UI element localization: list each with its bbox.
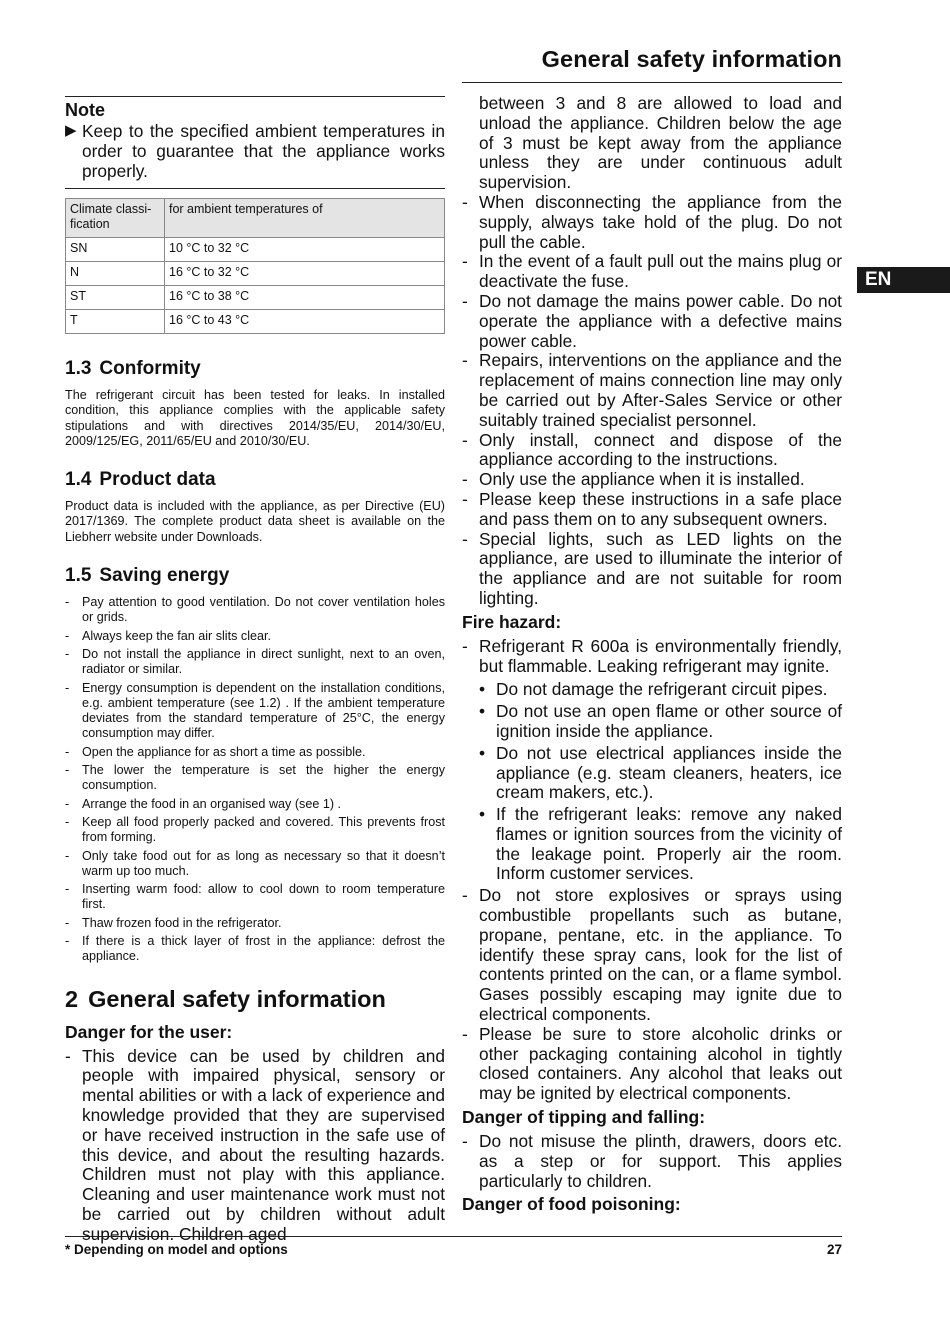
climate-table — [65, 198, 445, 334]
list-item: - Open the appliance for as short a time as possible. — [65, 744, 366, 759]
product-data-heading — [65, 469, 445, 491]
list-item: - Do not store explosives or sprays using combustible propellants such as butane, propane, pentane, etc. in the appliance. To identify these spray cans, look for the list of contents printed on the can, or a flame symbol. Gases possibly escaping may ignite due to electrical components. — [462, 885, 842, 1025]
note-text: Keep to the specified ambient temperatures in order to guarantee that the appliance works properly. — [82, 121, 445, 181]
climate-range-cell: 16 °C to 32 °C — [165, 262, 445, 286]
list-item: - In the event of a fault pull out the mains plug or deactivate the fuse. — [462, 251, 842, 292]
note-top-rule — [65, 96, 445, 97]
list-item: • If the refrigerant leaks: remove any naked flames or ignition sources from the vicinity of the leakage point. Properly air the room. Inform customer services. — [479, 804, 842, 884]
conformity-heading — [65, 358, 445, 380]
list-item: • Do not use electrical appliances inside the appliance (e.g. steam cleaners, heaters, ice cream makers, etc.). — [479, 742, 842, 803]
list-item: - Thaw frozen food in the refrigerator. — [65, 915, 282, 930]
list-item: - This device can be used by children and people with impaired physical, sensory or mental abilities or with a lack of experience and knowledge provided that they are supervised or have received instruction in the safe use of this device, and about the resulting hazards. Children must not play with this appliance. Cleaning and user maintenance work must not be carried out by children without adult supervision. Children aged — [65, 1045, 445, 1244]
climate-range-cell: 16 °C to 38 °C — [165, 286, 445, 310]
page-header-title: General safety information — [541, 46, 842, 72]
saving-energy-heading — [65, 565, 445, 587]
list-item: • Do not use an open flame or other source of ignition inside the appliance. — [479, 701, 842, 741]
section-title: Saving energy — [99, 565, 230, 587]
chapter-title: General safety information — [88, 985, 386, 1012]
danger-user-list-start — [65, 1047, 445, 1245]
header-rule — [462, 82, 842, 83]
saving-energy-list — [65, 595, 445, 965]
tipping-list — [462, 1132, 842, 1191]
table-row — [66, 262, 445, 286]
section-title: Conformity — [99, 358, 201, 379]
list-item: - Special lights, such as LED lights on the appliance, are used to illuminate the interior of the appliance and are not suitable for room lighting. — [462, 528, 842, 608]
fire-hazard-list — [462, 637, 842, 677]
list-item: - Do not damage the mains power cable. Do not operate the appliance with a defective mains power cable. — [462, 290, 842, 351]
left-column — [65, 96, 445, 1245]
list-item: - Pay attention to good ventilation. Do not cover ventilation holes or grids. — [65, 595, 445, 625]
list-item: - When disconnecting the appliance from the supply, always take hold of the plug. Do not pull the cable. — [462, 191, 842, 252]
list-item: - Please be sure to store alcoholic drinks or other packaging containing alcohol in tightly closed containers. Any alcohol that leaks out may be ignited by electrical components. — [462, 1023, 842, 1104]
list-item: • Do not damage the refrigerant circuit pipes. — [479, 679, 828, 700]
note-bottom-rule — [65, 188, 445, 189]
list-item: - Always keep the fan air slits clear. — [65, 628, 271, 643]
chapter-heading — [65, 985, 445, 1013]
section-number: 1.5 — [65, 565, 92, 587]
climate-header-range: for ambient temperatures of — [165, 199, 445, 238]
footer-note: * Depending on model and options — [65, 1242, 288, 1257]
fire-hazard-heading: Fire hazard: — [462, 611, 562, 632]
climate-table-header-row — [66, 199, 445, 238]
product-data-text: Product data is included with the appliance, as per Directive (EU) 2017/1369. The complete product data sheet is available on the Liebherr website under Downloads. — [65, 499, 445, 544]
list-item: - Only take food out for as long as necessary so that it doesn’t warm up too much. — [65, 848, 445, 878]
list-item: - Only install, connect and dispose of the appliance according to the instructions. — [462, 429, 842, 470]
table-row — [66, 238, 445, 262]
list-item: - Please keep these instructions in a safe place and pass them on to any subsequent owners. — [462, 488, 842, 529]
note-item — [65, 121, 445, 181]
note-title: Note — [65, 100, 105, 120]
climate-range-cell: 16 °C to 43 °C — [165, 310, 445, 334]
list-item: - If there is a thick layer of frost in the appliance: defrost the appliance. — [65, 934, 445, 964]
section-number: 1.4 — [65, 469, 92, 491]
page-number: 27 — [826, 1242, 842, 1257]
section-title: Product data — [99, 469, 216, 491]
list-item: - Keep all food properly packed and covered. This prevents frost from forming. — [65, 814, 445, 845]
list-item: - Do not install the appliance in direct sunlight, next to an oven, radiator or similar. — [65, 646, 445, 677]
danger-user-list — [462, 193, 842, 609]
climate-header-class: Climate classi-fication — [66, 199, 165, 238]
chapter-number: 2 — [65, 985, 79, 1012]
climate-range-cell: 10 °C to 32 °C — [165, 238, 445, 262]
list-item: - Inserting warm food: allow to cool down to room temperature first. — [65, 882, 445, 912]
list-item: - Refrigerant R 600a is environmentally friendly, but flammable. Leaking refrigerant may ignite. — [462, 635, 842, 676]
climate-class-cell: ST — [66, 286, 165, 310]
triangle-right-icon: ▶ — [65, 122, 77, 139]
list-item: - The lower the temperature is set the higher the energy consumption. — [65, 763, 445, 793]
food-poisoning-heading: Danger of food poisoning: — [462, 1194, 681, 1215]
list-item: - Energy consumption is dependent on the installation conditions, e.g. ambient temperature (see 1.2) . If the ambient temperature deviates from the standard temperature of 25°C, the energy consumption may differ. — [65, 680, 445, 741]
climate-class-cell: SN — [66, 238, 165, 262]
list-item: - Arrange the food in an organised way (see 1) . — [65, 796, 342, 811]
table-row — [66, 310, 445, 334]
list-item: - Repairs, interventions on the appliance and the replacement of mains connection line may only be carried out by After-Sales Service or other suitably trained specialist personnel. — [462, 350, 842, 430]
climate-class-cell: T — [66, 310, 165, 334]
table-row — [66, 286, 445, 310]
fire-hazard-list-more — [462, 886, 842, 1104]
tipping-heading: Danger of tipping and falling: — [462, 1107, 706, 1128]
fire-hazard-bullets — [462, 680, 842, 884]
right-column — [462, 94, 842, 1215]
list-item: - Do not misuse the plinth, drawers, doors etc. as a step or for support. This applies particularly to children. — [462, 1131, 842, 1191]
climate-class-cell: N — [66, 262, 165, 286]
danger-user-heading: Danger for the user: — [65, 1021, 233, 1042]
section-number: 1.3 — [65, 358, 92, 379]
list-item: - Only use the appliance when it is installed. — [462, 469, 805, 490]
danger-user-continuation: between 3 and 8 are allowed to load and unload the appliance. Children below the age of 3 must be kept away from the appliance unless they are under continuous adult supervision. — [479, 93, 842, 193]
conformity-text: The refrigerant circuit has been tested for leaks. In installed condition, this appliance complies with the applicable safety stipulations and with directives 2014/35/EU, 2014/30/EU, 2009/125/EG, 2011/65/EU and 2010/30/EU. — [65, 388, 445, 448]
language-tab: EN — [857, 267, 950, 293]
footer-rule — [65, 1236, 842, 1237]
